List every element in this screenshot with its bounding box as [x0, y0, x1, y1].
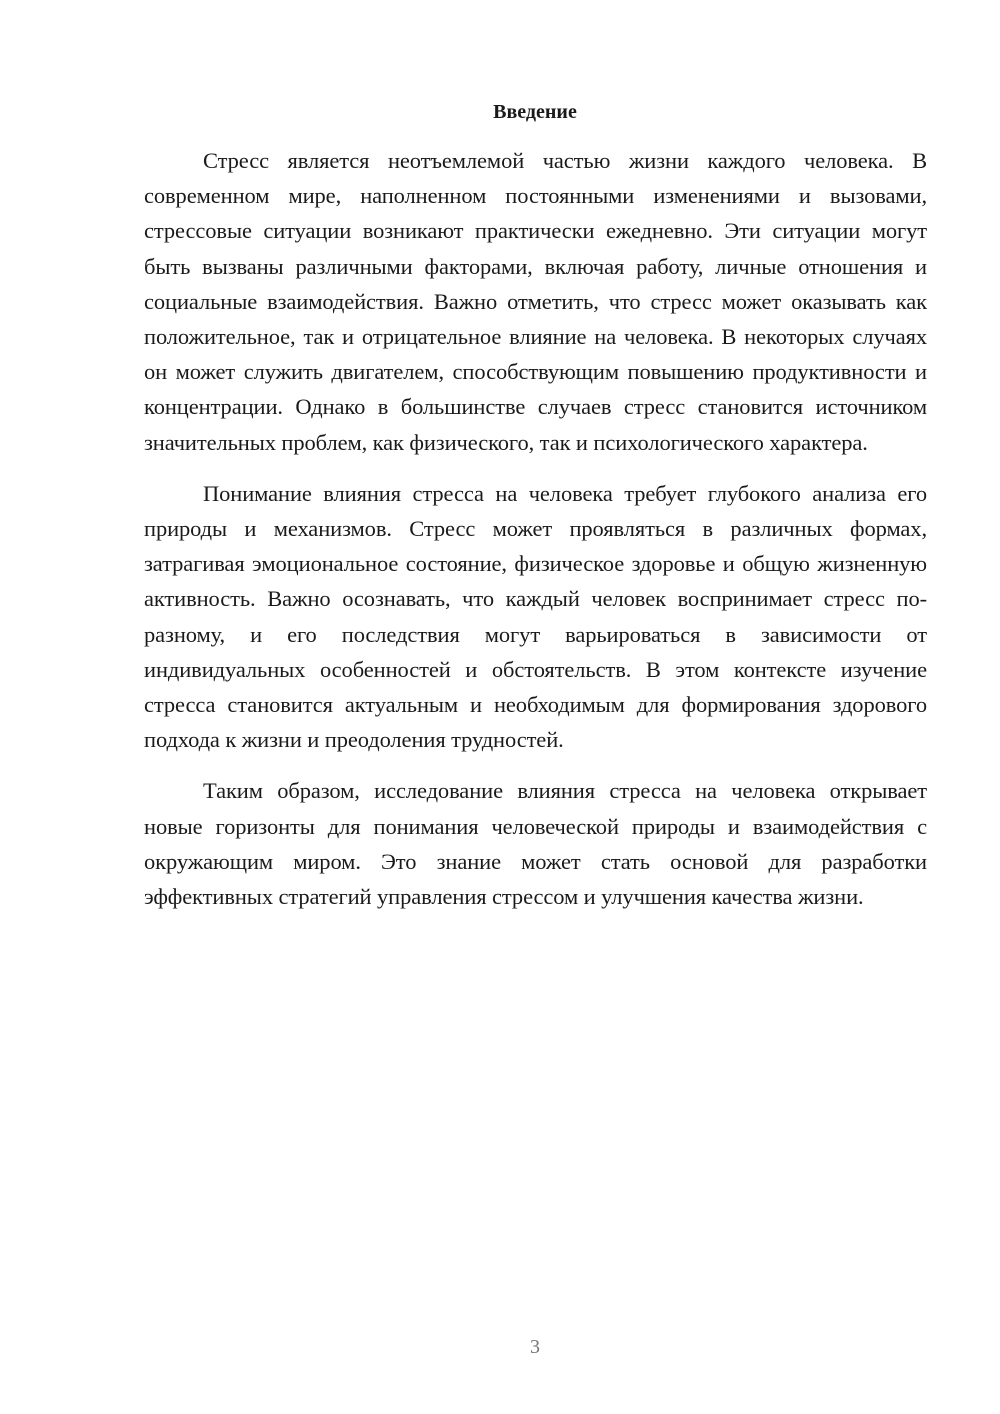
paragraph-1: Стресс является неотъемлемой частью жизни каждого человека. В современном мире, наполненном постоянными изменениями и вызовами, стрессовые ситуации возникают практически ежедневно. Эти ситуации могут быть вызваны различными факторами, включая работу, личные отношения и социальные взаимодействия. Важно отметить, что стресс может оказывать как положительное, так и отрицательное влияние на человека. В некоторых случаях он может служить двигателем, способствующим повышению продуктивности и концентрации. Однако в большинстве случаев стресс становится источником значительных проблем, как физического, так и психологического характера. — [144, 148, 927, 455]
document-body — [144, 143, 927, 930]
paragraph-2: Понимание влияния стресса на человека требует глубокого анализа его природы и механизмов. Стресс может проявляться в различных формах, затрагивая эмоциональное состояние, физическое здоровье и общую жизненную активность. Важно осознавать, что каждый человек воспринимает стресс по-разному, и его последствия могут варьироваться в зависимости от индивидуальных особенностей и обстоятельств. В этом контексте изучение стресса становится актуальным и необходимым для формирования здорового подхода к жизни и преодоления трудностей. — [144, 480, 927, 753]
page-number: 3 — [530, 1336, 540, 1358]
paragraph-3: Таким образом, исследование влияния стресса на человека открывает новые горизонты для понимания человеческой природы и взаимодействия с окружающим миром. Это знание может стать основой для разработки эффективных стратегий управления стрессом и улучшения качества жизни. — [144, 778, 927, 910]
section-title: Введение — [493, 101, 577, 123]
